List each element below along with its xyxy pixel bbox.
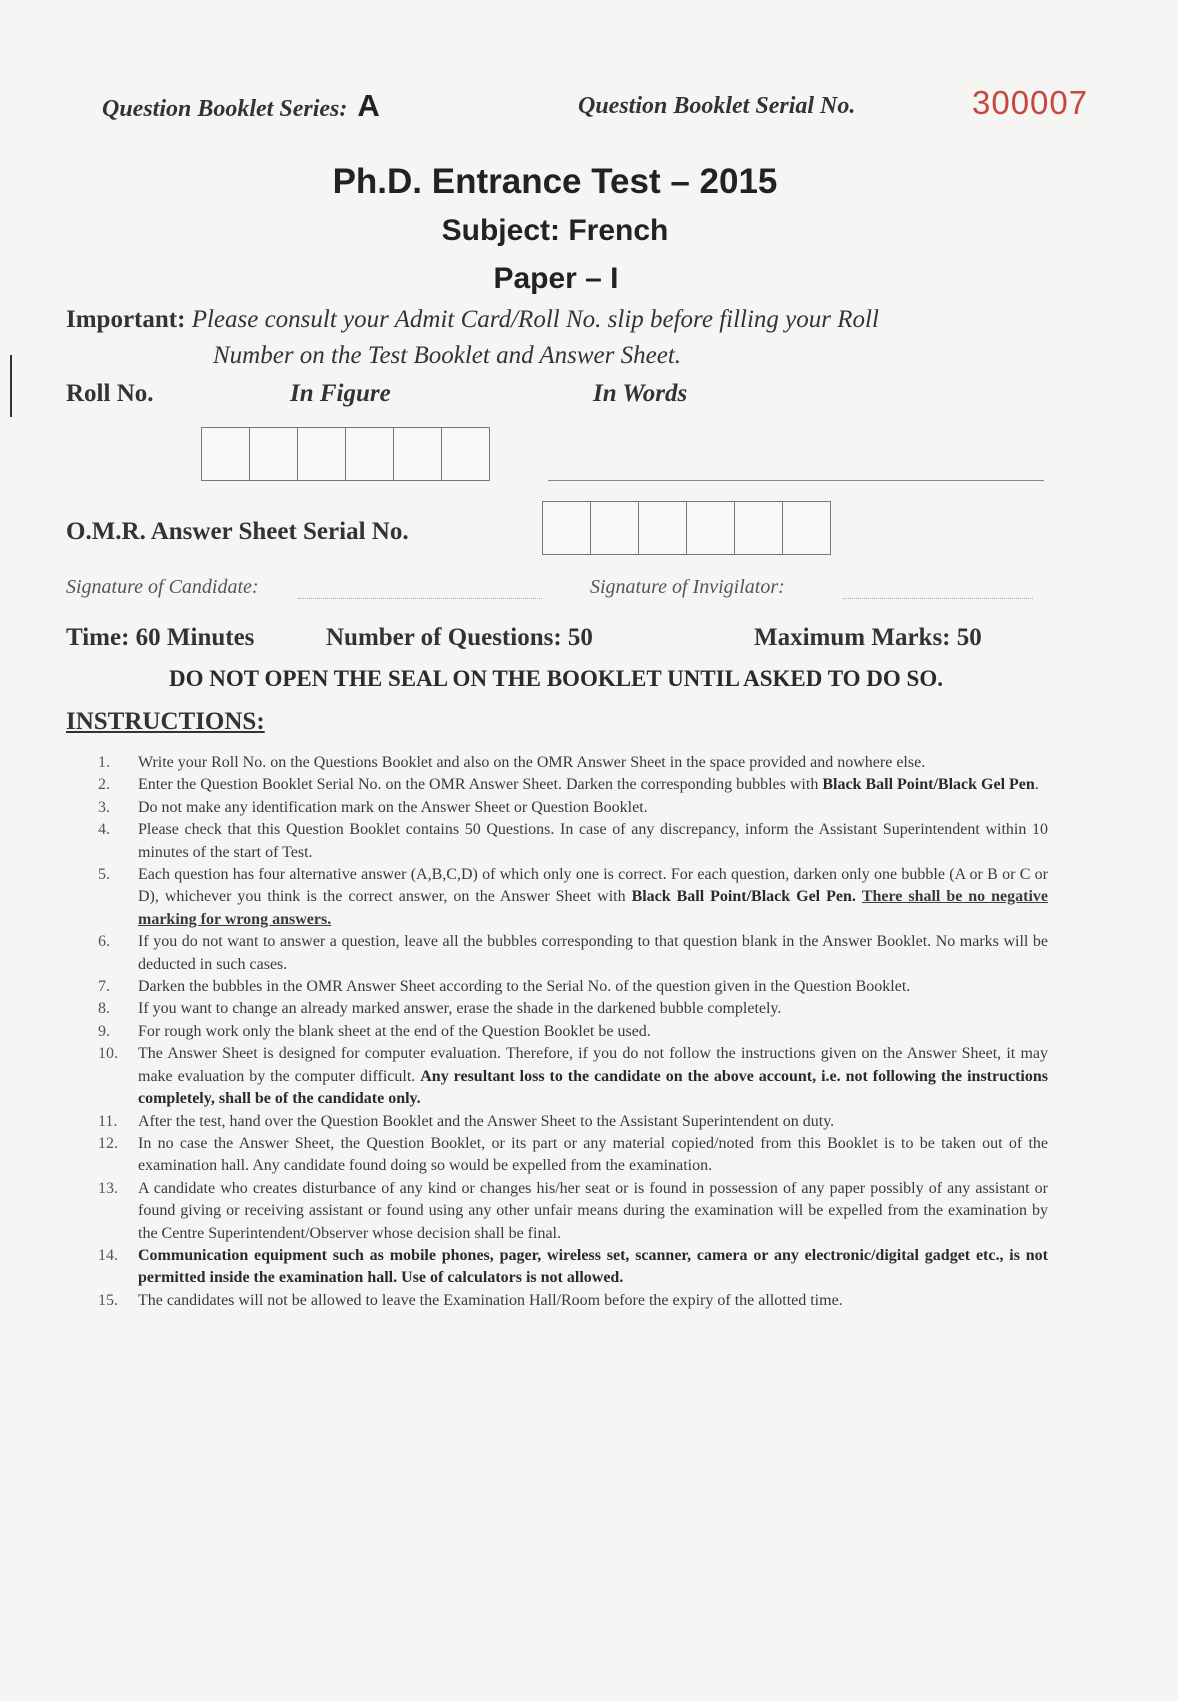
instruction-text-plain: . bbox=[1034, 776, 1039, 794]
booklet-series bbox=[102, 88, 380, 124]
instruction-text bbox=[138, 797, 1048, 819]
instruction-text bbox=[138, 1290, 1048, 1312]
instruction-text-bold: Black Ball Point/Black Gel Pen. bbox=[631, 888, 856, 906]
instructions-heading: INSTRUCTIONS: bbox=[66, 708, 265, 735]
instruction-text-plain: For rough work only the blank sheet at the end of the Question Booklet be used. bbox=[138, 1022, 651, 1040]
instruction-item bbox=[98, 1043, 1048, 1110]
margin-mark bbox=[10, 355, 12, 417]
invigilator-signature-line[interactable] bbox=[843, 598, 1033, 599]
instruction-text bbox=[138, 1133, 1048, 1178]
instruction-text bbox=[138, 774, 1048, 796]
instruction-item bbox=[98, 819, 1048, 864]
instruction-number: 15. bbox=[98, 1291, 118, 1309]
booklet-serial-value: 300007 bbox=[972, 84, 1089, 121]
in-words-label: In Words bbox=[593, 380, 688, 407]
instruction-text-plain: If you do not want to answer a question, leave all the bubbles corresponding to that question blank in the Answer Booklet. No marks will be deducted in such cases. bbox=[138, 933, 1048, 973]
instruction-item bbox=[98, 931, 1048, 976]
instruction-item bbox=[98, 1021, 1048, 1043]
roll-digit-box[interactable] bbox=[393, 427, 442, 481]
instruction-text-plain: The candidates will not be allowed to leave the Examination Hall/Room before the expiry of the allotted time. bbox=[138, 1291, 843, 1309]
instruction-item bbox=[98, 1178, 1048, 1245]
roll-digit-box[interactable] bbox=[201, 427, 250, 481]
instruction-text-bold: Any resultant loss to the candidate on the above account, i.e. not following the instructions completely, shall be of the candidate only. bbox=[138, 1067, 1049, 1108]
important-label: Important: bbox=[66, 306, 186, 333]
instruction-text bbox=[138, 1111, 1048, 1133]
omr-digit-box[interactable] bbox=[782, 501, 831, 555]
important-note bbox=[66, 302, 1066, 374]
instruction-text bbox=[138, 976, 1048, 998]
instruction-number: 1. bbox=[98, 754, 110, 771]
booklet-series-label: Question Booklet Series: bbox=[102, 96, 348, 122]
instruction-item bbox=[98, 797, 1048, 819]
instruction-item bbox=[98, 774, 1048, 796]
roll-digit-box[interactable] bbox=[249, 427, 298, 481]
instruction-text-plain: In no case the Answer Sheet, the Question Booklet, or its part or any material copied/noted from this Booklet is to be taken out of the examination hall. Any candidate found doing so would be expelled from the examination. bbox=[138, 1134, 1048, 1175]
instruction-text-plain: If you want to change an already marked answer, erase the shade in the darkened bubble completely. bbox=[138, 1000, 782, 1018]
omr-digit-box[interactable] bbox=[542, 501, 591, 555]
important-text-line1: Please consult your Admit Card/Roll No. slip before filling your Roll bbox=[191, 306, 879, 333]
candidate-signature-label: Signature of Candidate: bbox=[66, 576, 259, 598]
instruction-number: 4. bbox=[98, 821, 110, 839]
instruction-text-plain: Write your Roll No. on the Questions Booklet and also on the OMR Answer Sheet in the space provided and nowhere else. bbox=[138, 754, 926, 771]
omr-digit-box[interactable] bbox=[590, 501, 639, 555]
instruction-text-plain: A candidate who creates disturbance of any kind or changes his/her seat or is found in possession of any paper possibly of any assistant or found giving or receiving assistant or found using any other unfair means during the examination will be expelled from the examination by the Centre Superintendent/Observer whose decision shall be final. bbox=[138, 1179, 1048, 1242]
instruction-number: 8. bbox=[98, 1000, 110, 1018]
exam-title: Ph.D. Entrance Test – 2015 bbox=[332, 162, 778, 201]
instruction-text-plain: Enter the Question Booklet Serial No. on the OMR Answer Sheet. Darken the corresponding bubbles with bbox=[138, 776, 823, 794]
instruction-text-plain: Do not make any identification mark on the Answer Sheet or Question Booklet. bbox=[138, 798, 648, 816]
instruction-number: 14. bbox=[98, 1246, 118, 1264]
instruction-text bbox=[138, 819, 1048, 864]
roll-number-boxes[interactable] bbox=[202, 427, 490, 481]
omr-digit-box[interactable] bbox=[686, 501, 735, 555]
instruction-text-plain: Each question has four alternative answer (A,B,C,D) of which only one is correct. For each question, darken only one bubble (A or B or C or D), whichever you think is the correct answer, on the Answer Sheet with bbox=[138, 866, 1048, 906]
maximum-marks: Maximum Marks: 50 bbox=[754, 624, 982, 651]
instruction-text bbox=[138, 1245, 1048, 1290]
instruction-text bbox=[138, 864, 1048, 931]
subject-title: Subject: French bbox=[441, 214, 669, 247]
omr-digit-box[interactable] bbox=[734, 501, 783, 555]
instruction-number: 10. bbox=[98, 1045, 118, 1063]
instruction-number: 11. bbox=[98, 1112, 118, 1130]
roll-digit-box[interactable] bbox=[441, 427, 490, 481]
roll-digit-box[interactable] bbox=[297, 427, 346, 481]
instruction-number: 13. bbox=[98, 1179, 118, 1197]
instruction-item bbox=[98, 864, 1048, 931]
instruction-number: 6. bbox=[98, 933, 110, 951]
roll-no-label: Roll No. bbox=[66, 380, 154, 407]
instruction-text-bold: Communication equipment such as mobile phones, pager, wireless set, scanner, camera or any electronic/digital gadget etc., is not permitted inside the examination hall. Use of calculators is not allowed. bbox=[138, 1246, 1048, 1287]
time-limit: Time: 60 Minutes bbox=[66, 624, 255, 651]
instruction-text bbox=[138, 752, 1048, 774]
number-of-questions: Number of Questions: 50 bbox=[326, 624, 593, 651]
instruction-item bbox=[98, 752, 1048, 774]
instruction-text bbox=[138, 998, 1048, 1020]
instruction-text-plain: Darken the bubbles in the OMR Answer Sheet according to the Serial No. of the question given in the Question Booklet. bbox=[138, 978, 911, 996]
instruction-text bbox=[138, 931, 1048, 976]
omr-digit-box[interactable] bbox=[638, 501, 687, 555]
important-text-line2: Number on the Test Booklet and Answer Sheet. bbox=[213, 342, 682, 369]
instruction-text bbox=[138, 1021, 1048, 1043]
instruction-number: 12. bbox=[98, 1134, 118, 1152]
invigilator-signature-label: Signature of Invigilator: bbox=[590, 576, 785, 598]
in-figure-label: In Figure bbox=[290, 380, 391, 407]
omr-serial-label: O.M.R. Answer Sheet Serial No. bbox=[66, 518, 409, 545]
instruction-text-plain: Please check that this Question Booklet contains 50 Questions. In case of any discrepancy, inform the Assistant Superintendent within 10 minutes of the start of Test. bbox=[138, 821, 1048, 861]
instructions-list bbox=[98, 752, 1048, 1312]
paper-title: Paper – I bbox=[493, 262, 619, 295]
instruction-item bbox=[98, 1290, 1048, 1312]
instruction-item bbox=[98, 976, 1048, 998]
instruction-number: 9. bbox=[98, 1022, 110, 1040]
candidate-signature-line[interactable] bbox=[298, 598, 542, 599]
instruction-text bbox=[138, 1043, 1048, 1110]
booklet-serial-label: Question Booklet Serial No. bbox=[578, 93, 856, 119]
instruction-number: 5. bbox=[98, 866, 110, 884]
instruction-text-underlined: There shall be no negative marking for wrong answers. bbox=[138, 888, 1049, 928]
booklet-series-value: A bbox=[357, 88, 380, 123]
instruction-number: 2. bbox=[98, 776, 110, 794]
instruction-item bbox=[98, 1245, 1048, 1290]
instruction-item bbox=[98, 1111, 1048, 1133]
roll-in-words-line[interactable] bbox=[548, 480, 1044, 481]
omr-serial-boxes[interactable] bbox=[543, 501, 831, 555]
instruction-text-bold: Black Ball Point/Black Gel Pen bbox=[822, 776, 1035, 794]
instruction-item bbox=[98, 998, 1048, 1020]
seal-warning: DO NOT OPEN THE SEAL ON THE BOOKLET UNTIL ASKED TO DO SO. bbox=[169, 666, 943, 691]
instruction-text-plain: After the test, hand over the Question Booklet and the Answer Sheet to the Assistant Superintendent on duty. bbox=[138, 1112, 835, 1130]
instruction-number: 3. bbox=[98, 798, 110, 816]
instruction-text bbox=[138, 1178, 1048, 1245]
instruction-number: 7. bbox=[98, 978, 110, 996]
roll-digit-box[interactable] bbox=[345, 427, 394, 481]
instruction-text-plain: The Answer Sheet is designed for computer evaluation. Therefore, if you do not follow the instructions given on the Answer Sheet, it may make evaluation by the computer difficult. bbox=[138, 1045, 1048, 1085]
instruction-item bbox=[98, 1133, 1048, 1178]
